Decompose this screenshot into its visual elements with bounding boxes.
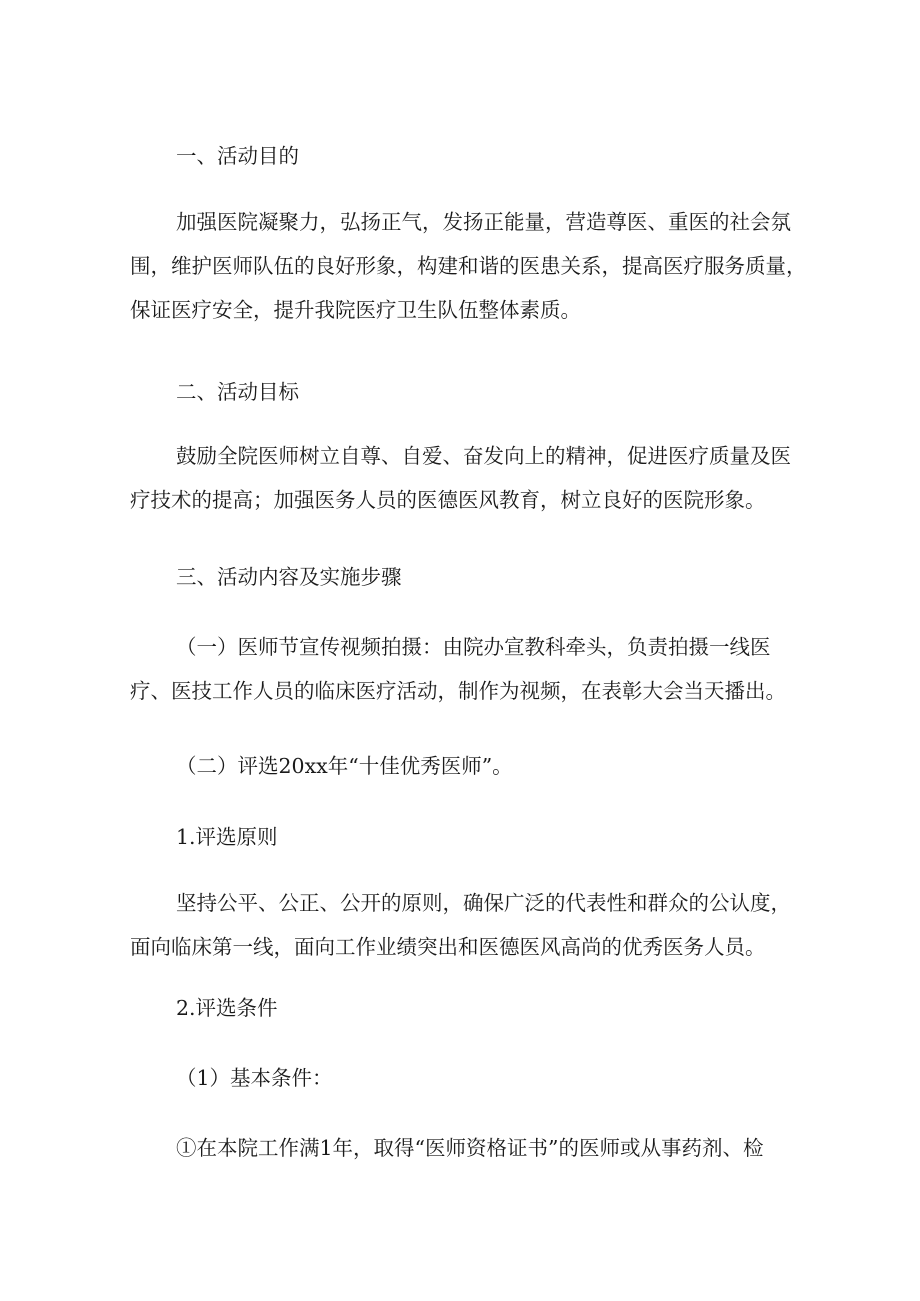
text-line: 加强医院凝聚力，弘扬正气，发扬正能量，营造尊医、重医的社会氛 bbox=[176, 210, 791, 234]
paragraph-video bbox=[130, 625, 786, 713]
paragraph-purpose bbox=[130, 200, 807, 332]
paragraph-condition-1 bbox=[130, 1126, 782, 1170]
text-line: ①在本院工作满1年，取得“医师资格证书”的医师或从事药剂、检 bbox=[176, 1136, 764, 1160]
text-line: 坚持公平、公正、公开的原则，确保广泛的代表性和群众的公认度， bbox=[176, 891, 791, 915]
text-line: 疗技术的提高；加强医务人员的医德医风教育，树立良好的医院形象。 bbox=[130, 488, 766, 512]
paragraph-principles bbox=[130, 881, 791, 969]
subheading-conditions bbox=[130, 986, 782, 1030]
text-line: 二、活动目标 bbox=[176, 380, 299, 404]
paragraph-selection bbox=[130, 744, 782, 788]
subheading-principles bbox=[130, 815, 782, 859]
text-line: 三、活动内容及实施步骤 bbox=[176, 565, 402, 589]
text-line: 保证医疗安全，提升我院医疗卫生队伍整体素质。 bbox=[130, 298, 581, 322]
paragraph-goal bbox=[130, 434, 791, 522]
text-line: 一、活动目的 bbox=[176, 144, 299, 168]
text-line: 围，维护医师队伍的良好形象，构建和谐的医患关系，提高医疗服务质量， bbox=[130, 254, 807, 278]
text-line: 1.评选原则 bbox=[176, 825, 278, 849]
text-line: 疗、医技工作人员的临床医疗活动，制作为视频，在表彰大会当天播出。 bbox=[130, 679, 786, 703]
section-heading-3 bbox=[130, 555, 782, 599]
text-line: 面向临床第一线，面向工作业绩突出和医德医风高尚的优秀医务人员。 bbox=[130, 935, 766, 959]
text-line: 2.评选条件 bbox=[176, 996, 278, 1020]
text-line: 鼓励全院医师树立自尊、自爱、奋发向上的精神，促进医疗质量及医 bbox=[176, 444, 791, 468]
text-line: （1）基本条件： bbox=[176, 1066, 333, 1090]
paragraph-basic-conditions bbox=[130, 1056, 782, 1100]
text-line: （二）评选20xx年“十佳优秀医师”。 bbox=[176, 754, 513, 778]
section-heading-1 bbox=[130, 134, 782, 178]
section-heading-2 bbox=[130, 370, 782, 414]
text-line: （一）医师节宣传视频拍摄：由院办宣教科牵头，负责拍摄一线医 bbox=[176, 635, 771, 659]
